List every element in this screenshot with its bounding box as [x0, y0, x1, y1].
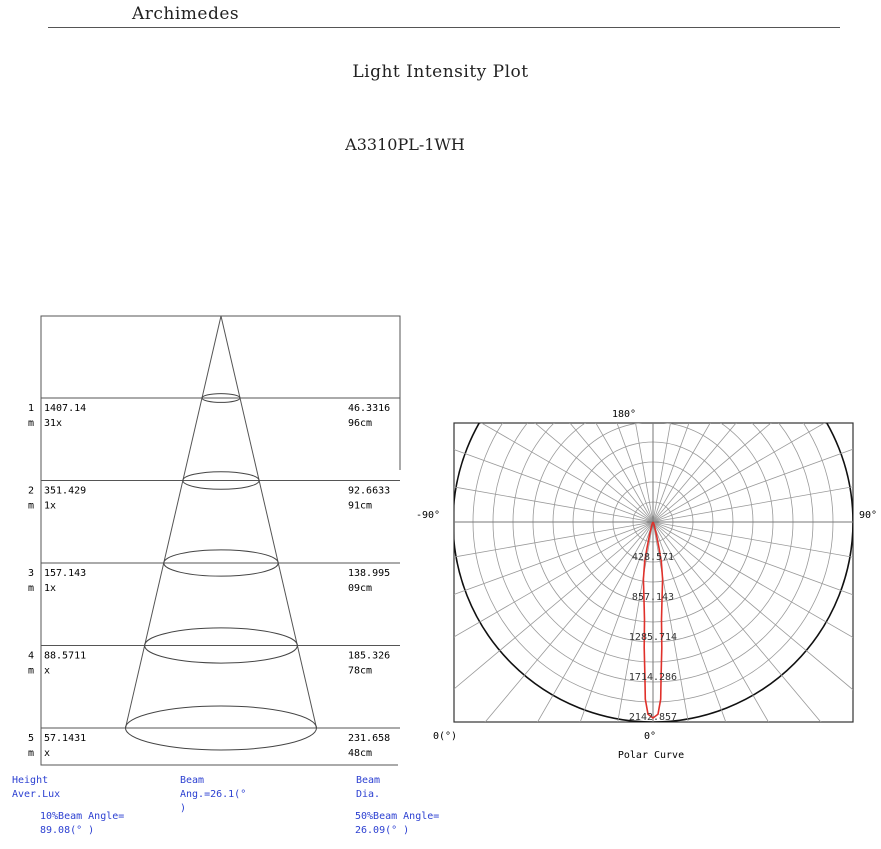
- polar-spoke: [653, 240, 756, 522]
- cone-height-unit: m: [27, 665, 35, 677]
- cone-dia-value: 185.326: [348, 650, 391, 662]
- cone-height-value: 2: [27, 485, 35, 497]
- polar-radial-tick: 428.571: [631, 551, 675, 563]
- polar-spoke: [653, 522, 756, 804]
- cone-lux-value: 88.5711: [44, 650, 87, 662]
- beam-angle-close: ): [180, 803, 187, 814]
- angle-label-left: -90°: [415, 510, 441, 521]
- polar-spoke: [371, 419, 653, 522]
- cone-dia-unit: 96cm: [348, 418, 373, 429]
- brand-name: Archimedes: [132, 4, 240, 24]
- polar-radial-tick: 1714.286: [628, 672, 678, 684]
- beam-angle-label: Beam: [180, 775, 205, 786]
- beam-dia-label: Beam: [356, 775, 381, 786]
- page-title: Light Intensity Plot: [352, 62, 529, 82]
- polar-spoke: [371, 522, 653, 625]
- beam-dia-value: Dia.: [356, 789, 381, 800]
- polar-spoke: [653, 372, 881, 522]
- cone-frame-gap: [398, 470, 404, 770]
- polar-spoke: [653, 262, 803, 522]
- angle-label-bottom: 0°: [643, 731, 657, 742]
- cone-height-value: 3: [27, 568, 35, 579]
- beam-angle-value: Ang.=26.1(°: [180, 789, 247, 800]
- cone-chart: [28, 316, 404, 770]
- fifty-pct-beam-value: 26.09(° ): [355, 825, 410, 836]
- cone-dia-unit: 09cm: [348, 583, 373, 594]
- aver-lux-label: Aver.Lux: [12, 789, 61, 800]
- polar-radial-tick: 2142.857: [628, 712, 678, 723]
- polar-spoke: [653, 522, 881, 672]
- angle-label-top: 180°: [611, 409, 637, 420]
- polar-chart: [353, 222, 881, 822]
- angle-label-right: 90°: [858, 510, 878, 521]
- polar-radial-tick: 1285.714: [628, 632, 678, 643]
- polar-spoke: [550, 240, 653, 522]
- cone-edge-left: [126, 316, 221, 728]
- cone-height-value: 5: [27, 733, 35, 744]
- cone-lux-unit: x: [44, 748, 51, 759]
- cone-height-unit: m: [27, 500, 35, 512]
- polar-spoke: [653, 292, 846, 522]
- cone-edge-right: [221, 316, 316, 728]
- cone-height-unit: m: [27, 418, 35, 429]
- polar-spoke: [550, 522, 653, 804]
- cone-dia-unit: 91cm: [348, 500, 373, 512]
- polar-spoke: [423, 329, 653, 522]
- angle-label-corner: 0(°): [433, 731, 458, 742]
- height-label: Height: [12, 775, 49, 786]
- cone-dia-value: 46.3316: [348, 403, 391, 414]
- cone-lux-unit: 1x: [44, 500, 57, 512]
- fifty-pct-beam-label: 50%Beam Angle=: [355, 811, 440, 822]
- cone-lux-value: 351.429: [44, 485, 87, 497]
- ten-pct-beam-label: 10%Beam Angle=: [40, 811, 125, 822]
- cone-frame: [41, 316, 400, 765]
- cone-height-unit: m: [27, 583, 35, 594]
- cone-dia-value: 138.995: [348, 568, 391, 579]
- cone-height-unit: m: [27, 748, 35, 759]
- cone-lux-value: 157.143: [44, 568, 87, 579]
- cone-lux-value: 1407.14: [44, 403, 87, 414]
- cone-height-value: 1: [27, 403, 35, 414]
- polar-chart-title: Polar Curve: [617, 750, 685, 761]
- cone-lux-unit: x: [44, 665, 51, 677]
- polar-spoke: [653, 522, 881, 574]
- cone-lux-value: 57.1431: [44, 733, 87, 744]
- polar-spoke: [460, 292, 653, 522]
- cone-dia-unit: 48cm: [348, 748, 373, 759]
- polar-spoke: [653, 329, 881, 522]
- cone-lux-unit: 31x: [44, 418, 63, 429]
- cone-height-value: 4: [27, 650, 35, 662]
- polar-spoke: [503, 262, 653, 522]
- cone-dia-value: 231.658: [348, 733, 391, 744]
- ten-pct-beam-value: 89.08(° ): [40, 825, 95, 836]
- cone-dia-value: 92.6633: [348, 485, 391, 497]
- model-number: A3310PL-1WH: [345, 135, 465, 154]
- polar-radial-tick: 857.143: [631, 592, 675, 603]
- cone-lux-unit: 1x: [44, 583, 57, 594]
- polar-spoke: [653, 470, 881, 522]
- cone-dia-unit: 78cm: [348, 665, 373, 677]
